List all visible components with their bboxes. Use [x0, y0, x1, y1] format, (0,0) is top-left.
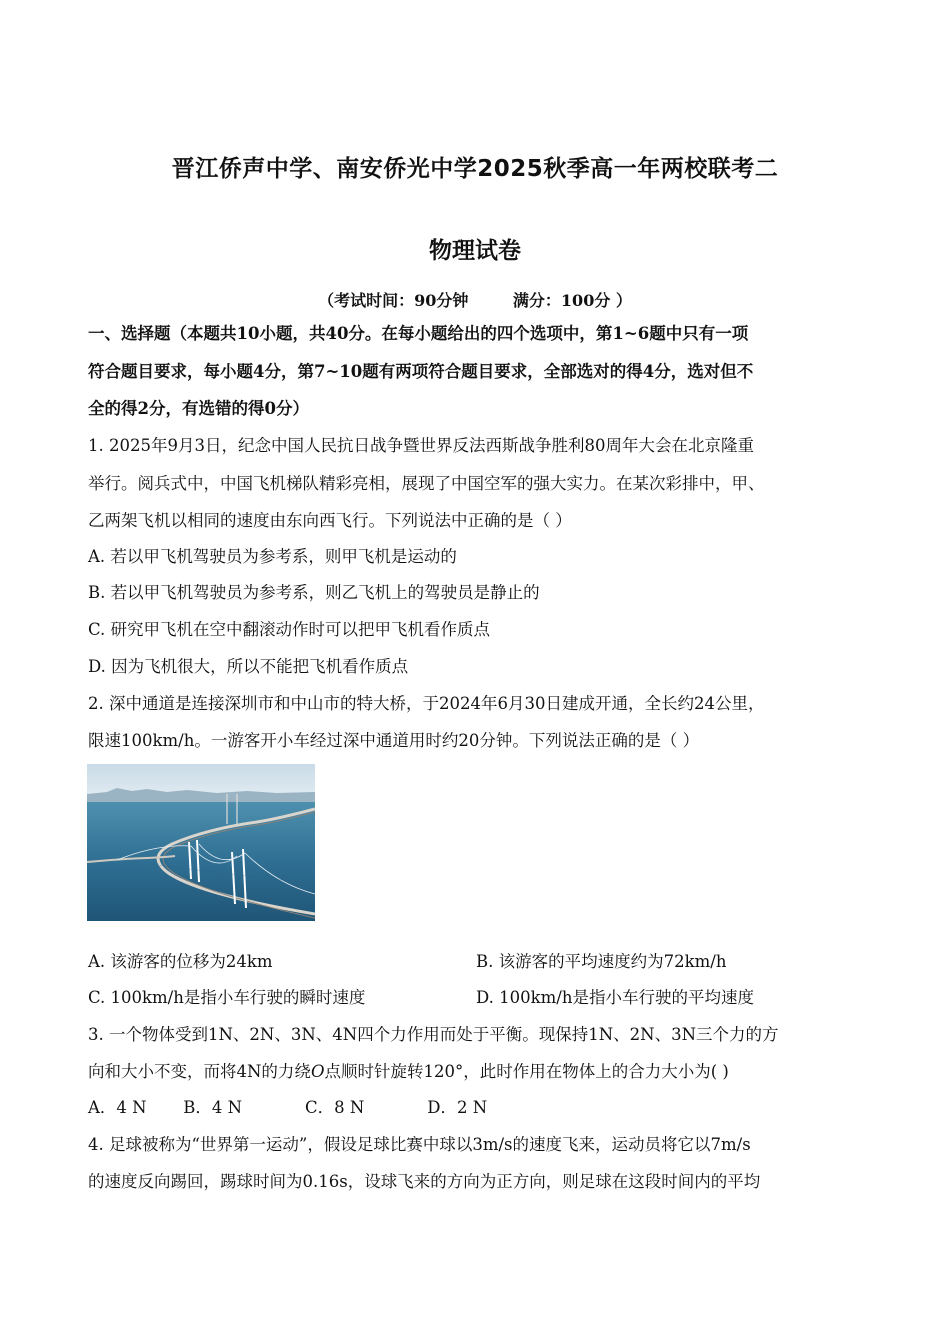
- question-1-stem: 举行。阅兵式中，中国飞机梯队精彩亮相，展现了中国空军的强大实力。在某次彩排中，甲、: [88, 474, 765, 493]
- question-2-stem: 2. 深中通道是连接深圳市和中山市的特大桥，于2024年6月30日建成开通，全长约24公里，: [88, 694, 765, 713]
- question-2-stem: 限速100km/h。一游客开小车经过深中通道用时约20分钟。下列说法正确的是（ ）: [88, 731, 700, 750]
- question-2-option-b: B. 该游客的平均速度约为72km/h: [476, 952, 727, 971]
- question-2-option-c: C. 100km/h是指小车行驶的瞬时速度: [88, 988, 366, 1007]
- question-3-stem-part: 向和大小不变，而将4N的力绕: [88, 1062, 311, 1081]
- question-3-stem-part: 点顺时针旋转120°，此时作用在物体上的合力大小为( ): [324, 1062, 729, 1081]
- question-1-option-c: C. 研究甲飞机在空中翻滚动作时可以把甲飞机看作质点: [88, 620, 491, 639]
- section-instruction-line: 符合题目要求，每小题4分，第7~10题有两项符合题目要求，全部选对的得4分，选对但不: [88, 362, 754, 381]
- exam-info: （考试时间：90分钟 满分：100分 ）: [318, 291, 632, 310]
- question-1-stem: 1. 2025年9月3日，纪念中国人民抗日战争暨世界反法西斯战争胜利80周年大会在北京隆重: [88, 436, 754, 455]
- question-1-option-d: D. 因为飞机很大，所以不能把飞机看作质点: [88, 657, 409, 676]
- question-4-stem: 4. 足球被称为“世界第一运动”，假设足球比赛中球以3m/s的速度飞来，运动员将它以7m/s: [88, 1135, 751, 1154]
- bridge-photo: [87, 764, 315, 921]
- question-3-stem: 3. 一个物体受到1N、2N、3N、4N四个力作用而处于平衡。现保持1N、2N、3N三个力的方: [88, 1025, 779, 1044]
- exam-title: 晋江侨声中学、南安侨光中学2025秋季高一年两校联考二: [171, 156, 779, 182]
- section-instruction-line: 全的得2分，有选错的得0分）: [88, 399, 309, 418]
- question-1-option-a: A. 若以甲飞机驾驶员为参考系，则甲飞机是运动的: [88, 547, 457, 566]
- question-3-stem: [88, 1062, 863, 1082]
- point-o-label: O: [310, 1062, 325, 1081]
- question-4-stem: 的速度反向踢回，踢球时间为0.16s，设球飞来的方向为正方向，则足球在这段时间内的平均: [88, 1172, 761, 1191]
- question-3-options: A．4 N B．4 N C．8 N D．2 N: [88, 1098, 488, 1117]
- question-2-option-a: A. 该游客的位移为24km: [88, 952, 273, 971]
- section-instruction-line: 一、选择题（本题共10小题，共40分。在每小题给出的四个选项中，第1~6题中只有一项: [88, 324, 749, 343]
- question-1-option-b: B. 若以甲飞机驾驶员为参考系，则乙飞机上的驾驶员是静止的: [88, 583, 540, 602]
- question-1-stem: 乙两架飞机以相同的速度由东向西飞行。下列说法中正确的是（ ）: [88, 511, 572, 530]
- exam-subject-title: 物理试卷: [429, 238, 521, 264]
- question-2-option-d: D. 100km/h是指小车行驶的平均速度: [476, 988, 754, 1007]
